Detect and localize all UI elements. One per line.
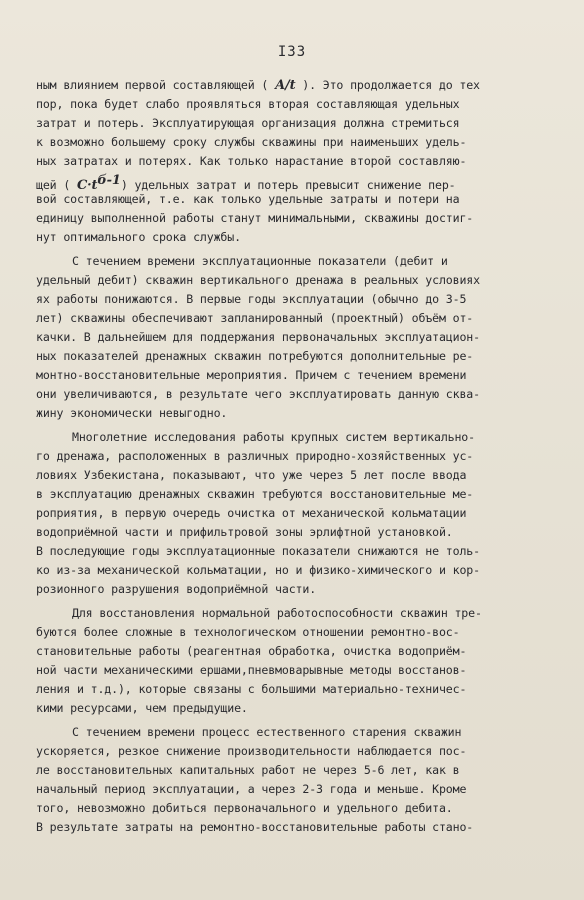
page-number: I33	[277, 44, 307, 60]
text-line: вой составляющей, т.е. как только удельные затраты и потери на	[36, 192, 460, 206]
text-fragment: ным влиянием первой составляющей (	[36, 78, 276, 92]
text-line: ных затратах и потерях. Как только нарастание второй составляю-	[36, 154, 467, 168]
text-line: жину экономически невыгодно.	[36, 406, 228, 420]
text-line: С течением времени эксплуатационные показатели (дебит и	[72, 254, 448, 268]
text-line: пор, пока будет слабо проявляться вторая составляющая удельных	[36, 97, 460, 111]
text-line: ных показателей дренажных скважин потребуются дополнительные ре-	[36, 349, 474, 363]
text-fragment: ) удельных затрат и потерь превысит снижение пер-	[120, 177, 456, 192]
paragraph	[36, 723, 556, 837]
text-line: роприятия, в первую очередь очистка от механической кольматации	[36, 506, 467, 520]
text-line	[36, 171, 556, 193]
text-line: становительные работы (реагентная обработка, очистка водоприём-	[36, 644, 467, 658]
text-line: ловиях Узбекистана, показывают, что уже через 5 лет после ввода	[36, 468, 467, 482]
text-fragment: ). Это продолжается до тех	[295, 78, 480, 92]
text-line: удельный дебит) скважин вертикального дренажа в реальных условиях	[36, 273, 480, 287]
text-line: В результате затраты на ремонтно-восстановительные работы стано-	[36, 820, 474, 834]
paragraph	[36, 252, 556, 423]
text-line: ях работы понижаются. В первые годы эксплуатации (обычно до 3-5	[36, 292, 467, 306]
text-line: кими ресурсами, чем предыдущие.	[36, 701, 248, 715]
text-line: лет) скважины обеспечивают запланированный (проектный) объём от-	[36, 311, 474, 325]
handwritten-formula: A/t	[275, 78, 296, 93]
text-line: того, невозможно добиться первоначального и удельного дебита.	[36, 801, 453, 815]
paragraph	[36, 428, 556, 599]
text-line: они увеличиваются, в результате чего эксплуатировать данную сква-	[36, 387, 480, 401]
text-line: затрат и потерь. Эксплуатирующая организация должна стремиться	[36, 116, 460, 130]
paragraph	[36, 76, 556, 247]
handwritten-formula: б-1	[97, 173, 121, 188]
text-line: Для восстановления нормальной работоспособности скважин тре-	[72, 606, 482, 620]
text-line: В последующие годы эксплуатационные показатели снижаются не толь-	[36, 544, 480, 558]
text-line: единицу выполненной работы станут минимальными, скважины достиг-	[36, 211, 474, 225]
text-line: к возможно большему сроку службы скважины при наименьших удель-	[36, 135, 467, 149]
text-line: нут оптимального срока службы.	[36, 230, 241, 244]
text-line: начальный период эксплуатации, а через 2-3 года и меньше. Кроме	[36, 782, 467, 796]
text-line: ко из-за механической кольматации, но и физико-химического и кор-	[36, 563, 480, 577]
handwritten-formula: C·t	[76, 177, 98, 193]
text-line: монтно-восстановительные мероприятия. Причем с течением времени	[36, 368, 467, 382]
text-line: водоприёмной части и прифильтровой зоны эрлифтной установкой.	[36, 525, 453, 539]
text-line: ле восстановительных капитальных работ не через 5-6 лет, как в	[36, 763, 460, 777]
text-line: ускоряется, резкое снижение производительности наблюдается пос-	[36, 744, 467, 758]
text-fragment: щей (	[36, 177, 77, 192]
text-line: го дренажа, расположенных в различных природно-хозяйственных ус-	[36, 449, 474, 463]
text-line: буются более сложные в технологическом отношении ремонтно-вос-	[36, 625, 460, 639]
text-line: Многолетние исследования работы крупных систем вертикально-	[72, 430, 475, 444]
text-line: С течением времени процесс естественного старения скважин	[72, 725, 462, 739]
text-line: розионного разрушения водоприёмной части.	[36, 582, 317, 596]
paragraph	[36, 604, 556, 718]
body-text	[36, 76, 556, 842]
text-line: ной части механическими ершами,пневмоварывные методы восстанов-	[36, 663, 467, 677]
text-line: ления и т.д.), которые связаны с большими материально-техничес-	[36, 682, 467, 696]
text-line	[36, 76, 556, 95]
text-line: в эксплуатацию дренажных скважин требуются восстановительные ме-	[36, 487, 474, 501]
text-line: качки. В дальнейшем для поддержания первоначальных эксплуатацион-	[36, 330, 480, 344]
